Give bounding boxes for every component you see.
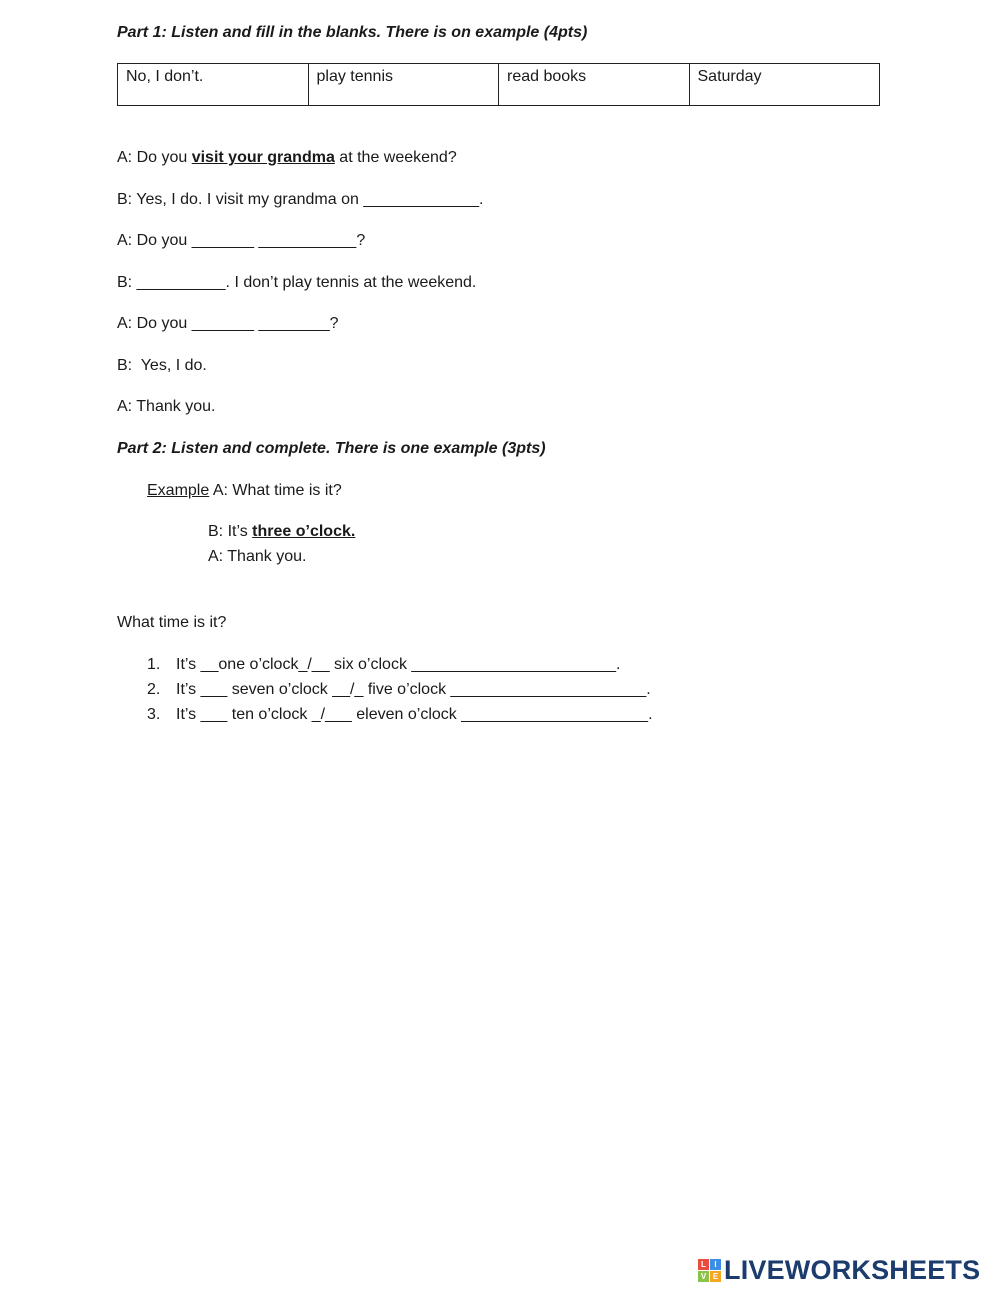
logo-block: L [698, 1259, 709, 1270]
word-bank-table [117, 63, 880, 106]
liveworksheets-logo [698, 1255, 980, 1285]
logo-block: I [710, 1259, 721, 1270]
example-question: A: What time is it? [209, 482, 342, 499]
part2-question: What time is it? [117, 614, 227, 631]
part1-heading: Part 1: Listen and fill in the blanks. There is on example (4pts) [117, 24, 588, 41]
word-bank-cell: play tennis [308, 64, 499, 106]
logo-block: V [698, 1271, 709, 1282]
dialogue-line-6: B: Yes, I do. [117, 357, 207, 374]
dialogue-line-7: A: Thank you. [117, 398, 216, 415]
dialogue-line-3: A: Do you _______ ___________? [117, 232, 366, 249]
list-item-number: 3. [147, 706, 161, 723]
example-answer-line [208, 522, 355, 542]
example-answer-pre: B: It’s [208, 523, 253, 540]
logo-block: E [710, 1271, 721, 1282]
logo-blocks-icon [698, 1259, 721, 1282]
example-label: Example [147, 482, 210, 499]
example-answer: visit your grandma [191, 149, 335, 166]
list-item-number: 2. [147, 681, 161, 698]
list-item: It’s ___ ten o’clock _/___ eleven o’clock _____________________. [176, 706, 653, 723]
dialogue-line-5: A: Do you _______ ________? [117, 315, 339, 332]
word-bank-cell: read books [499, 64, 690, 106]
list-item: It’s __one o’clock_/__ six o’clock _______________________. [176, 656, 621, 673]
list-item: It’s ___ seven o’clock __/_ five o’clock ______________________. [176, 681, 651, 698]
word-bank-cell: No, I don’t. [118, 64, 309, 106]
dialogue-line-2: B: Yes, I do. I visit my grandma on _____________. [117, 191, 484, 208]
part2-heading: Part 2: Listen and complete. There is one example (3pts) [117, 440, 546, 457]
example-question-line [147, 481, 342, 501]
example-thanks-line: A: Thank you. [208, 548, 307, 565]
dialogue-line-4: B: __________. I don’t play tennis at the weekend. [117, 274, 477, 291]
word-bank-cell: Saturday [689, 64, 880, 106]
dialogue-line-1-pre: A: Do you [117, 149, 192, 166]
dialogue-line-1 [117, 148, 457, 168]
logo-text: LIVEWORKSHEETS [724, 1254, 981, 1285]
list-item-number: 1. [147, 656, 161, 673]
dialogue-line-1-post: at the weekend? [334, 149, 457, 166]
example-answer-bold: three o’clock. [252, 523, 356, 540]
